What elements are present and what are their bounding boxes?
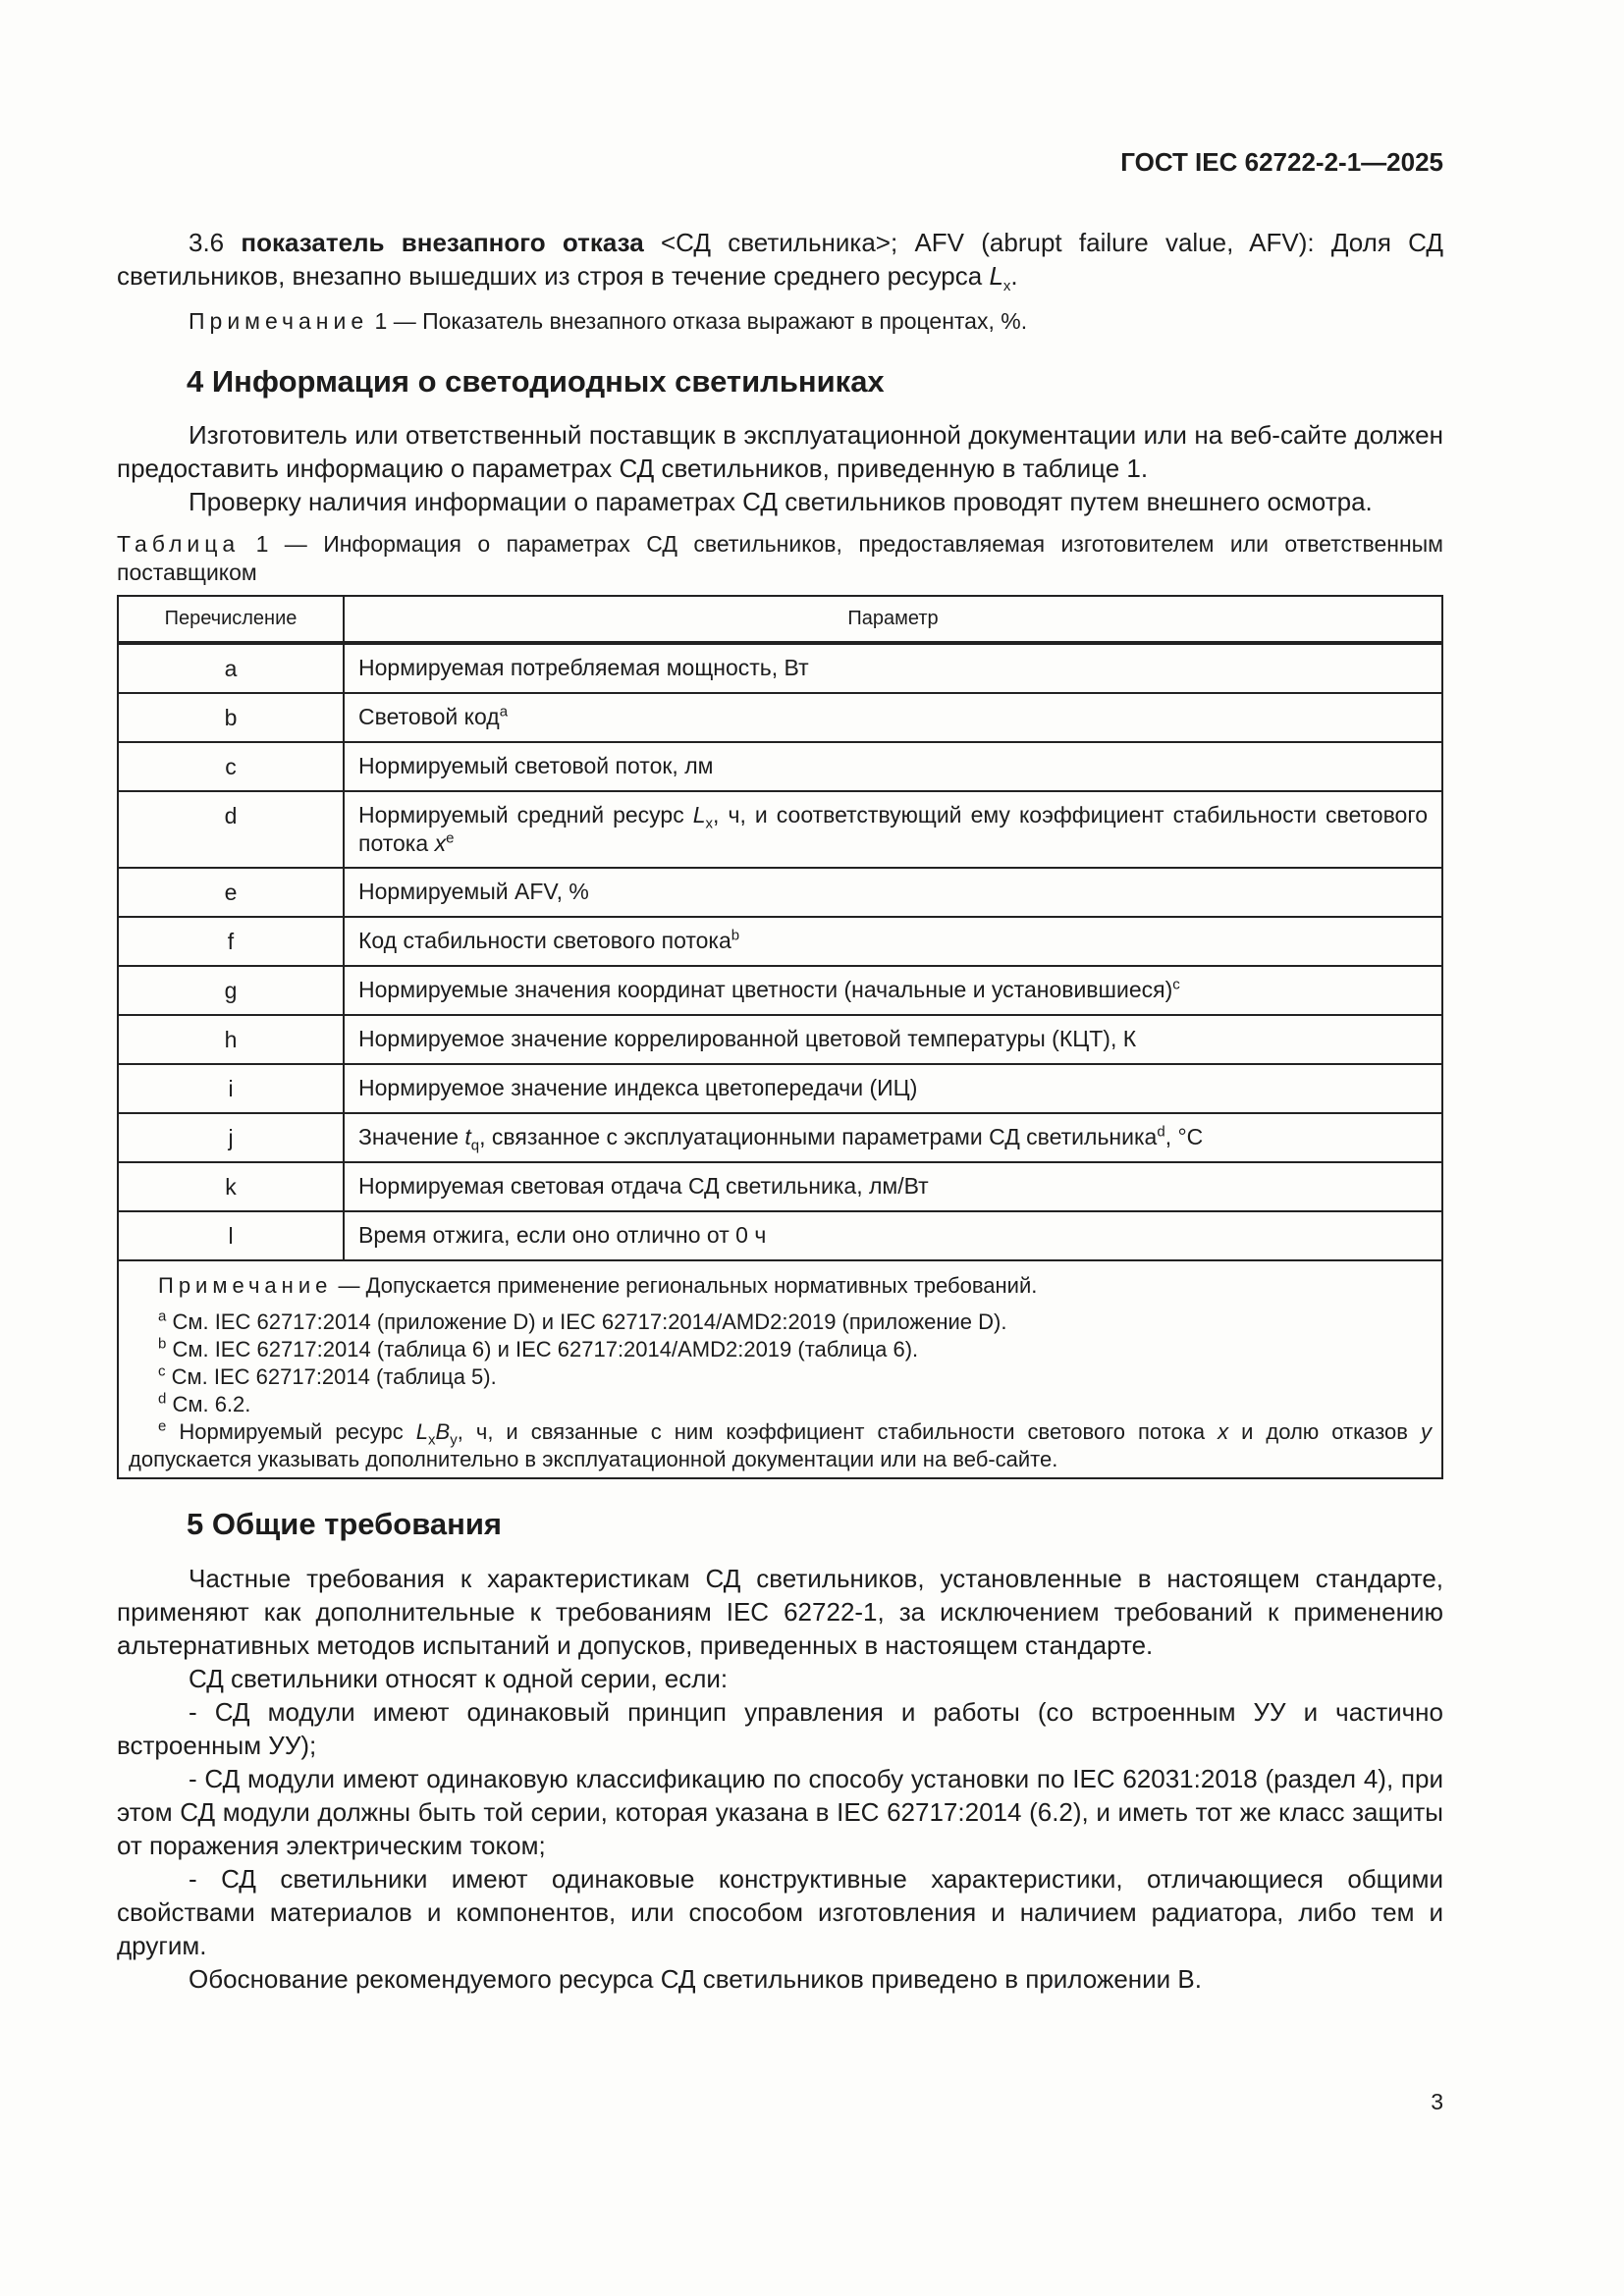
row-enum: j [118,1113,344,1162]
footnote-text: , ч, и связанные с ним коэффициент стабильности светового потока [457,1419,1218,1444]
footnote-ref: a [499,703,509,721]
section-4-heading: 4 Информация о светодиодных светильниках [187,364,885,399]
row-param [344,1113,1442,1162]
var-y: y [1420,1419,1432,1444]
sub-q: q [470,1137,480,1154]
term-title: показатель внезапного отказа [241,228,644,257]
footnote-ref: e [446,829,455,847]
footnote [129,1418,1432,1473]
footnote [129,1308,1432,1336]
row-enum: i [118,1064,344,1113]
footnote-text: См. IEC 62717:2014 (приложение D) и IEC 62717:2014/AMD2:2019 (приложение D). [166,1309,1007,1334]
footnote-text: допускается указывать дополнительно в эксплуатационной документации или на веб-сайте. [129,1447,1058,1471]
page-content [117,226,1443,1996]
table-notes [118,1260,1442,1478]
footnote [129,1391,1432,1418]
row-enum: h [118,1015,344,1064]
table-caption [117,530,1443,587]
row-param-text: Значение [358,1124,465,1149]
table-notes-row [118,1260,1442,1478]
parameters-table [117,595,1443,1479]
row-enum: d [118,791,344,868]
section-5-para-2: СД светильники относят к одной серии, если: [189,1664,729,1693]
row-enum: g [118,966,344,1015]
var-l: L [692,802,706,828]
note-number: 1 [374,308,388,334]
term-number: 3.6 [189,228,225,257]
row-param: Нормируемый световой поток, лм [344,742,1442,791]
footnote-mark: e [158,1417,167,1435]
note-text: — Показатель внезапного отказа выражают в процентах, %. [387,308,1028,334]
table-row [118,1113,1442,1162]
section-4-para-1: Изготовитель или ответственный поставщик в эксплуатационной документации или на веб-сайте должен предоставить информацию о параметрах СД светильников, приведенную в таблице 1. [117,420,1443,483]
note-label: Примечание [189,308,369,334]
term-var-l: L [989,261,1003,291]
row-param: Нормируемая световая отдача СД светильника, лм/Вт [344,1162,1442,1211]
footnote-mark: b [158,1335,167,1353]
row-enum: c [118,742,344,791]
table-row [118,791,1442,868]
table-caption-text: — Информация о параметрах СД светильников, предоставляемая изготовителем или ответственным поставщиком [117,531,1443,585]
footnote [129,1336,1432,1363]
var-b: B [435,1419,451,1444]
list-item: - СД светильники имеют одинаковые конструктивные характеристики, отличающиеся общими свойствами материалов и компонентов, или способом изготовления и наличием радиатора, либо тем и другим. [117,1864,1443,1960]
footnote-mark: a [158,1308,167,1325]
footnote-text: Нормируемый ресурс [166,1419,416,1444]
var-l: L [415,1419,429,1444]
list-item: - СД модули имеют одинаковый принцип управления и работы (со встроенным УУ и частично встроенным УУ); [117,1697,1443,1760]
row-enum: f [118,917,344,966]
table-note-text: — Допускается применение региональных нормативных требований. [332,1273,1038,1298]
section-5-para-1: Частные требования к характеристикам СД светильников, установленные в настоящем стандарте, применяют как дополнительные к требованиям IEC 62722-1, за исключением требований к применению альтернативных методов испытаний и допусков, приведенных в настоящем стандарте. [117,1564,1443,1660]
row-param-text: Световой код [358,704,500,729]
footnote-ref: d [1157,1123,1165,1141]
row-enum: b [118,693,344,742]
table-caption-label: Таблица [117,531,241,557]
row-param [344,917,1442,966]
table-row [118,1015,1442,1064]
footnote-mark: d [158,1390,167,1408]
footnote-text: См. IEC 62717:2014 (таблица 6) и IEC 62717:2014/AMD2:2019 (таблица 6). [166,1337,919,1362]
row-enum: l [118,1211,344,1260]
page-number: 3 [1431,2089,1443,2114]
table-row [118,643,1442,693]
section-5-para-3: Обоснование рекомендуемого ресурса СД светильников приведено в приложении В. [189,1964,1202,1994]
row-enum: e [118,868,344,917]
row-enum: k [118,1162,344,1211]
table-note [129,1271,1432,1301]
list-item: - СД модули имеют одинаковую классификацию по способу установки по IEC 62031:2018 (раздел 4), при этом СД модули должны быть той серии, которая указана в IEC 62717:2014 (6.2), и иметь тот же класс защиты от поражения электрическим током; [117,1764,1443,1860]
table-row [118,1064,1442,1113]
row-param: Нормируемое значение коррелированной цветовой температуры (КЦТ), К [344,1015,1442,1064]
row-enum: a [118,643,344,693]
table-row [118,742,1442,791]
table-caption-number: 1 [255,531,269,557]
row-param-text: , ч, и соответствующий ему коэффициент стабильности светового потока [358,802,1428,856]
table-note-label: Примечание [158,1273,333,1298]
section-4-para-2: Проверку наличия информации о параметрах СД светильников проводят путем внешнего осмотра. [189,487,1373,516]
table-header-row [118,596,1442,643]
table-row [118,1211,1442,1260]
var-x: x [434,830,447,856]
row-param [344,693,1442,742]
footnote-mark: c [158,1362,166,1380]
footnote [129,1363,1432,1391]
row-param-text: , связанное с эксплуатационными параметрами СД светильника [479,1124,1158,1149]
table-row [118,868,1442,917]
sub-y: y [450,1431,458,1449]
footnote-ref: c [1172,976,1180,993]
row-param: Время отжига, если оно отлично от 0 ч [344,1211,1442,1260]
var-t: t [464,1124,471,1149]
table-row [118,966,1442,1015]
standard-code: ГОСТ IEC 62722-2-1—2025 [1120,147,1443,177]
footnote-ref: b [731,927,740,944]
term-end: . [1010,261,1018,291]
footnote-text: См. 6.2. [166,1392,251,1416]
row-param-text: Нормируемый средний ресурс [358,802,693,828]
column-header-enum: Перечисление [118,596,344,643]
row-param-text: Код стабильности светового потока [358,928,731,953]
term-definition [117,226,1443,293]
table-row [118,917,1442,966]
row-param [344,791,1442,868]
row-param: Нормируемая потребляемая мощность, Вт [344,643,1442,693]
row-param: Нормируемое значение индекса цветопередачи (ИЦ) [344,1064,1442,1113]
table-row [118,693,1442,742]
sub-x: x [705,815,714,832]
footnote-text: См. IEC 62717:2014 (таблица 5). [165,1364,497,1389]
term-note [117,306,1443,336]
section-5-heading: 5 Общие требования [187,1507,502,1541]
term-text: <СД светильника>; AFV (abrupt failure value, AFV): Доля СД светильников, внезапно вышедших из строя в течение среднего ресурса [117,228,1443,291]
footnote-text: и долю отказов [1228,1419,1421,1444]
row-param: Нормируемый AFV, % [344,868,1442,917]
row-param [344,966,1442,1015]
table-row [118,1162,1442,1211]
column-header-param: Параметр [344,596,1442,643]
row-param-text: Нормируемые значения координат цветности (начальные и установившиеся) [358,977,1173,1002]
var-x: x [1218,1419,1229,1444]
sub-x: x [428,1431,436,1449]
term-sub-x: x [1002,278,1011,295]
row-param-text: , °C [1164,1124,1204,1149]
